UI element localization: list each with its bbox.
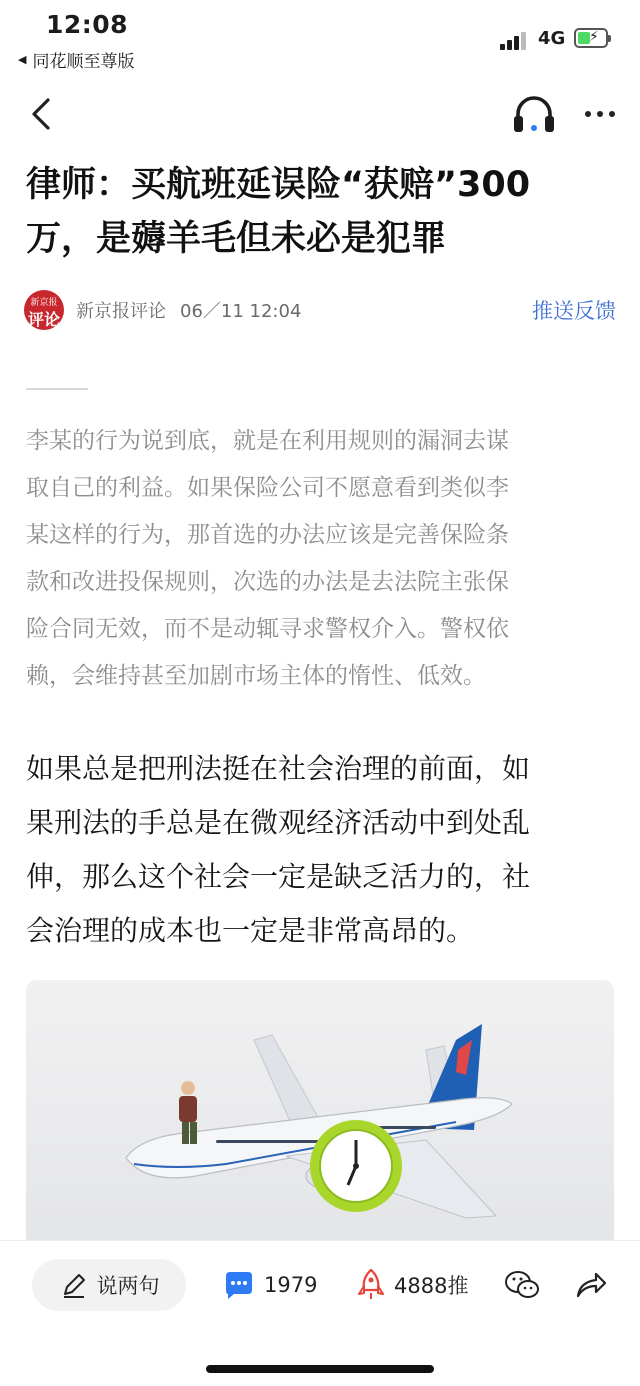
pencil-icon bbox=[59, 1270, 89, 1300]
publish-time: 06／11 12:04 bbox=[180, 301, 302, 322]
bottom-action-bar bbox=[0, 1240, 640, 1386]
article-meta bbox=[24, 288, 616, 332]
quote-divider bbox=[26, 388, 88, 390]
summary-line: 李某的行为说到底，就是在利用规则的漏洞去谋 bbox=[26, 428, 509, 454]
article-image[interactable] bbox=[26, 980, 614, 1242]
back-button[interactable] bbox=[26, 92, 60, 136]
back-to-app-link[interactable] bbox=[18, 47, 134, 72]
paragraph-line: 会治理的成本也一定是非常高昂的。 bbox=[26, 914, 475, 947]
wechat-icon bbox=[503, 1268, 541, 1302]
summary-line: 某这样的行为，那首选的办法应该是完善保险条 bbox=[26, 522, 509, 548]
comments-button[interactable] bbox=[222, 1267, 317, 1303]
paragraph-line: 果刑法的手总是在微观经济活动中到处乱 bbox=[26, 806, 531, 839]
back-triangle-icon: ◀ bbox=[18, 53, 27, 66]
home-indicator[interactable] bbox=[206, 1365, 434, 1373]
push-button[interactable] bbox=[356, 1267, 468, 1303]
summary-line: 款和改进投保规则，次选的办法是去法院主张保 bbox=[26, 569, 509, 595]
title-line: 律师：买航班延误险“获赔”300 bbox=[26, 165, 531, 205]
status-bar bbox=[0, 0, 640, 80]
summary-line: 取自己的利益。如果保险公司不愿意看到类似李 bbox=[26, 475, 509, 501]
alarm-clock bbox=[310, 1120, 402, 1212]
listen-button[interactable] bbox=[510, 92, 558, 136]
title-line: 万，是薅羊毛但未必是犯罪 bbox=[26, 219, 447, 259]
more-button[interactable] bbox=[580, 96, 620, 132]
article-paragraph bbox=[26, 742, 616, 958]
push-count: 4888推 bbox=[394, 1274, 469, 1298]
network-type: 4G bbox=[538, 28, 566, 49]
write-comment-button[interactable] bbox=[32, 1259, 186, 1311]
summary-line: 赖，会维持甚至加剧市场主体的惰性、低效。 bbox=[26, 663, 486, 689]
status-time: 12:08 bbox=[46, 10, 129, 39]
battery-icon: ⚡ bbox=[574, 28, 608, 48]
comment-count: 1979 bbox=[264, 1273, 318, 1297]
chevron-left-icon bbox=[26, 92, 60, 136]
back-app-label: 同花顺至尊版 bbox=[32, 52, 135, 72]
summary-line: 险合同无效，而不是动辄寻求警权介入。警权依 bbox=[26, 616, 509, 642]
paragraph-line: 伸，那么这个社会一定是缺乏活力的，社 bbox=[26, 860, 531, 893]
push-feedback-link[interactable]: 推送反馈 bbox=[532, 299, 616, 323]
paragraph-line: 如果总是把刑法挺在社会治理的前面，如 bbox=[26, 752, 531, 785]
wechat-share-button[interactable] bbox=[503, 1267, 541, 1303]
article-summary bbox=[26, 418, 616, 700]
logo-text-top: 新京报 bbox=[30, 298, 58, 308]
logo-text-bottom: 评论 bbox=[27, 310, 60, 329]
airplane-illustration bbox=[26, 980, 614, 1242]
more-dots-icon bbox=[580, 96, 620, 132]
share-button[interactable] bbox=[574, 1267, 608, 1303]
rocket-icon bbox=[356, 1268, 386, 1302]
article-title bbox=[26, 158, 614, 266]
headphones-icon bbox=[510, 92, 558, 136]
comment-bubble-icon bbox=[222, 1268, 256, 1302]
source-name[interactable]: 新京报评论 bbox=[76, 301, 166, 322]
share-arrow-icon bbox=[574, 1268, 608, 1302]
write-comment-label: 说两句 bbox=[96, 1274, 160, 1298]
source-logo[interactable] bbox=[24, 290, 64, 330]
cellular-signal-icon bbox=[500, 30, 532, 50]
